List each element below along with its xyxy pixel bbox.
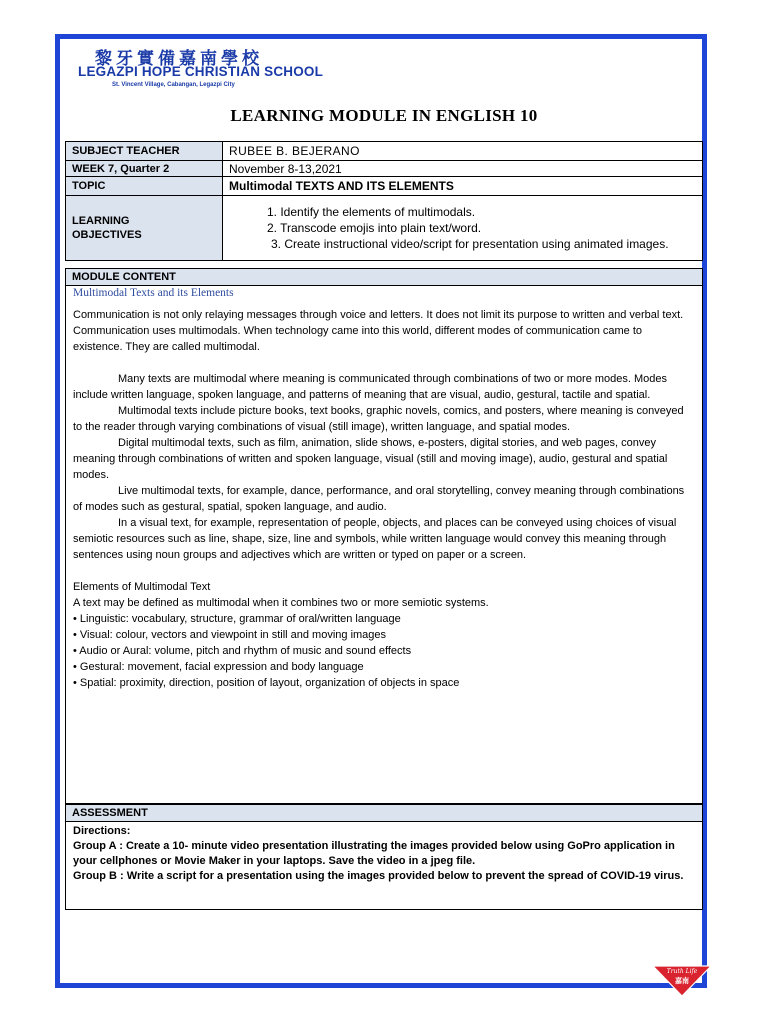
intro-paragraph: Communication is not only relaying messages through voice and letters. It does not limit its purpose to written and verbal text. Communication uses multimodals. When technology came into this world, different modes of communication came to existence. They are called multimodal. xyxy=(73,309,684,353)
group-b-instructions: Group B : Write a script for a presentation using the images provided below to prevent the spread of COVID-19 virus. xyxy=(73,870,684,882)
assessment-section xyxy=(65,804,703,910)
content-paragraph: In a visual text, for example, representation of people, objects, and places can be conveyed using choices of visual semiotic resources such as line, shape, size, line and symbols, while written language would convey this meaning through sentences using noun groups and adjectives which are written or typed on paper or a screen. xyxy=(73,517,677,561)
elements-intro: A text may be defined as multimodal when it combines two or more semiotic systems. xyxy=(73,597,489,609)
week-value: November 8-13,2021 xyxy=(223,161,703,177)
element-item: • Visual: colour, vectors and viewpoint in still and moving images xyxy=(73,629,387,641)
element-item: • Gestural: movement, facial expression and body language xyxy=(73,661,364,673)
content-paragraph: Many texts are multimodal where meaning is communicated through combinations of two or more modes. Modes include written language, spoken language, and patterns of meaning that are visual, audio, gestural, tactile and spatial. xyxy=(73,373,668,401)
element-item: • Linguistic: vocabulary, structure, grammar of oral/written language xyxy=(73,613,401,625)
content-subheading: Multimodal Texts and its Elements xyxy=(73,287,234,299)
objectives-label xyxy=(66,196,223,261)
row-topic xyxy=(66,177,703,196)
assessment-body xyxy=(66,822,702,884)
directions-label: Directions: xyxy=(73,825,131,837)
row-objectives xyxy=(66,196,703,261)
objectives-label-line-2: OBJECTIVES xyxy=(72,229,142,241)
row-subject-teacher xyxy=(66,142,703,161)
subject-teacher-value: RUBEE B. BEJERANO xyxy=(223,142,703,161)
element-item: • Spatial: proximity, direction, position of layout, organization of objects in space xyxy=(73,677,460,689)
content-body xyxy=(66,299,702,691)
module-content-section xyxy=(65,268,703,804)
element-item: • Audio or Aural: volume, pitch and rhythm of music and sound effects xyxy=(73,645,412,657)
content-paragraph: Live multimodal texts, for example, dance, performance, and oral storytelling, convey meaning through combinations of modes such as gestural, spatial, spoken language, and audio. xyxy=(73,485,685,513)
group-a-instructions: Group A : Create a 10- minute video presentation illustrating the images provided below using GoPro application in your cellphones or Movie Maker in your laptops. Save the video in a jpeg file. xyxy=(73,840,675,867)
content-paragraph: Multimodal texts include picture books, text books, graphic novels, comics, and posters, where meaning is conveyed to the reader through varying combinations of visual (still image), written language, and spatial modes. xyxy=(73,405,684,433)
objective-item: 3. Create instructional video/script for presentation using animated images. xyxy=(271,237,669,251)
subject-teacher-label: SUBJECT TEACHER xyxy=(66,142,223,161)
school-badge-icon xyxy=(651,962,713,998)
school-name-chinese: 黎牙實備嘉南學校 xyxy=(95,49,263,69)
row-week xyxy=(66,161,703,177)
module-title: LEARNING MODULE IN ENGLISH 10 xyxy=(230,106,538,125)
objective-item: 2. Transcode emojis into plain text/word. xyxy=(267,221,482,235)
objectives-label-line-1: LEARNING xyxy=(72,215,130,227)
objective-item: 1. Identify the elements of multimodals. xyxy=(267,205,476,219)
content-paragraph: Digital multimodal texts, such as film, animation, slide shows, e-posters, digital stories, and web pages, convey meaning through combinations of written and spoken language, visual (still and moving image), audio, gestural and spatial modes. xyxy=(73,437,668,481)
badge-motto: Truth Life xyxy=(666,968,698,975)
school-address: St. Vincent Village, Cabangan, Legazpi City xyxy=(112,82,235,88)
objectives-list xyxy=(223,196,703,261)
week-label: WEEK 7, Quarter 2 xyxy=(66,161,223,177)
assessment-header: ASSESSMENT xyxy=(66,805,702,822)
elements-heading: Elements of Multimodal Text xyxy=(73,581,211,593)
badge-chinese-text: 嘉南 xyxy=(675,977,689,985)
topic-label: TOPIC xyxy=(66,177,223,196)
module-content-header: MODULE CONTENT xyxy=(66,269,702,286)
topic-value: Multimodal TEXTS AND ITS ELEMENTS xyxy=(223,177,703,196)
school-name: LEGAZPI HOPE CHRISTIAN SCHOOL xyxy=(78,64,324,79)
module-info-table xyxy=(65,141,703,261)
